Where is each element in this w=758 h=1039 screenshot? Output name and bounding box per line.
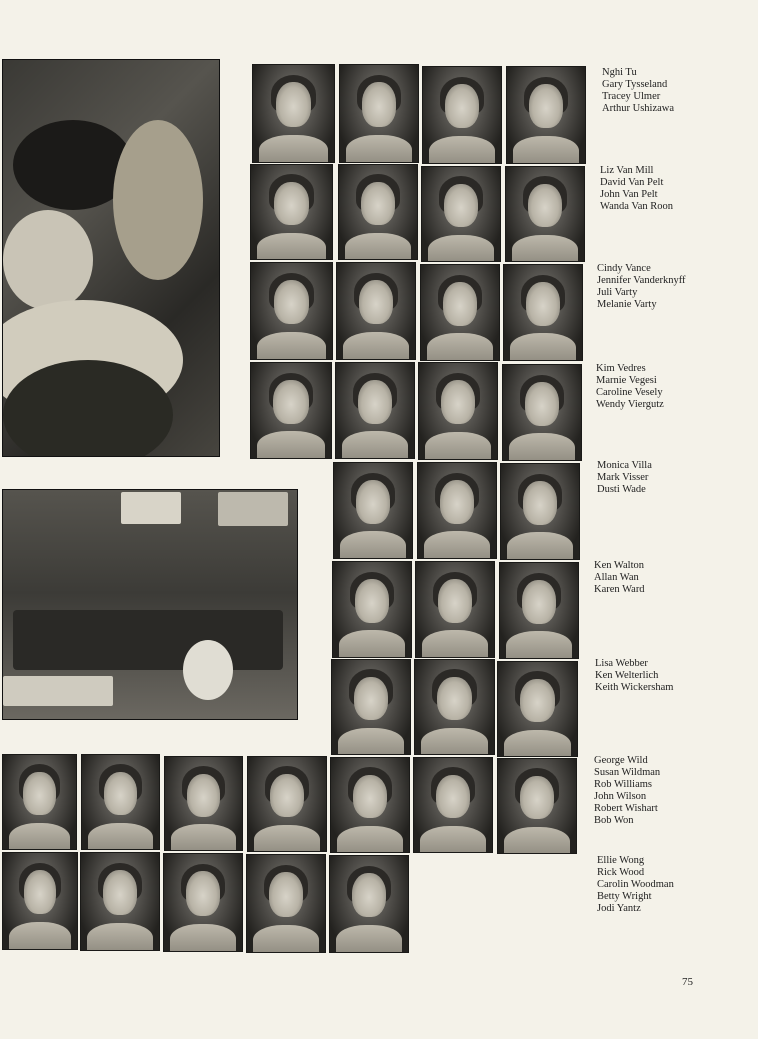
portrait-photo	[250, 164, 333, 260]
portrait-photo	[330, 757, 410, 853]
portrait-photo	[331, 659, 411, 755]
student-name: Ken Walton	[594, 560, 644, 571]
student-name: Arthur Ushizawa	[602, 103, 675, 114]
page-number: 75	[682, 976, 693, 988]
portrait-photo	[332, 561, 412, 658]
portrait-photo	[252, 64, 335, 163]
name-list-row-5	[597, 460, 652, 496]
student-name: Mark Visser	[597, 472, 649, 483]
student-name: Bob Won	[594, 815, 634, 826]
student-name: Melanie Varty	[597, 299, 657, 310]
name-list-row-7	[595, 658, 673, 694]
student-name: Caroline Vesely	[596, 387, 663, 398]
portrait-photo	[414, 659, 495, 755]
student-name: Wendy Viergutz	[596, 399, 664, 410]
portrait-photo	[80, 852, 160, 951]
portrait-photo	[415, 561, 495, 658]
portrait-photo	[506, 66, 586, 164]
portrait-photo	[329, 855, 409, 953]
portrait-photo	[250, 262, 333, 360]
student-name: Ken Welterlich	[595, 670, 659, 681]
portrait-photo	[422, 66, 502, 164]
band-room-candid-photo	[2, 489, 298, 720]
student-name: Robert Wishart	[594, 803, 658, 814]
portrait-photo	[164, 756, 243, 851]
student-name: John Van Pelt	[600, 189, 658, 200]
portrait-photo	[418, 362, 498, 460]
student-name: Carolin Woodman	[597, 879, 674, 890]
name-list-row-4	[596, 363, 664, 411]
portrait-photo	[503, 264, 583, 361]
portrait-photo	[497, 661, 578, 757]
name-list-row-1	[602, 67, 674, 115]
portrait-photo	[339, 64, 419, 163]
name-list-row-9	[597, 855, 674, 915]
student-name: Juli Varty	[597, 287, 638, 298]
portrait-photo	[499, 562, 579, 659]
portrait-photo	[497, 758, 577, 854]
portrait-photo	[505, 166, 585, 262]
portrait-photo	[81, 754, 160, 850]
student-name: Wanda Van Roon	[600, 201, 674, 212]
name-list-row-6	[594, 560, 645, 596]
portrait-photo	[2, 754, 77, 850]
name-list-row-8	[594, 755, 660, 827]
student-name: Marnie Vegesi	[596, 375, 657, 386]
portrait-photo	[250, 362, 332, 459]
portrait-photo	[163, 853, 243, 952]
portrait-photo	[246, 854, 326, 953]
student-name: Kim Vedres	[596, 363, 646, 374]
student-name: Liz Van Mill	[600, 165, 654, 176]
student-name: John Wilson	[594, 791, 647, 802]
student-name: Cindy Vance	[597, 263, 651, 274]
student-name: Jennifer Vanderknyff	[597, 275, 686, 286]
student-name: Ellie Wong	[597, 855, 645, 866]
portrait-photo	[335, 362, 415, 459]
student-name: Jodi Yantz	[597, 903, 641, 914]
student-name: Rob Williams	[594, 779, 653, 790]
portrait-photo	[417, 462, 497, 559]
portrait-photo	[2, 852, 78, 950]
student-name: Rick Wood	[597, 867, 645, 878]
student-name: Tracey Ulmer	[602, 91, 661, 102]
portrait-photo	[421, 166, 501, 262]
student-name: Dusti Wade	[597, 484, 646, 495]
portrait-photo	[502, 364, 582, 461]
portrait-photo	[247, 756, 327, 852]
student-name: David Van Pelt	[600, 177, 664, 188]
student-name: Keith Wickersham	[595, 682, 674, 693]
student-name: George Wild	[594, 755, 648, 766]
portrait-photo	[420, 264, 500, 361]
name-list-row-2	[600, 165, 673, 213]
portrait-photo	[338, 164, 418, 260]
student-name: Lisa Webber	[595, 658, 648, 669]
portrait-photo	[500, 463, 580, 560]
name-list-row-3	[597, 263, 686, 311]
student-name: Allan Wan	[594, 572, 639, 583]
portrait-photo	[413, 757, 493, 853]
mascot-candid-photo	[2, 59, 220, 457]
student-name: Monica Villa	[597, 460, 652, 471]
student-name: Betty Wright	[597, 891, 652, 902]
portrait-photo	[336, 262, 416, 360]
portrait-photo	[333, 462, 413, 559]
student-name: Karen Ward	[594, 584, 645, 595]
student-name: Nghi Tu	[602, 67, 637, 78]
student-name: Gary Tysseland	[602, 79, 668, 90]
student-name: Susan Wildman	[594, 767, 661, 778]
